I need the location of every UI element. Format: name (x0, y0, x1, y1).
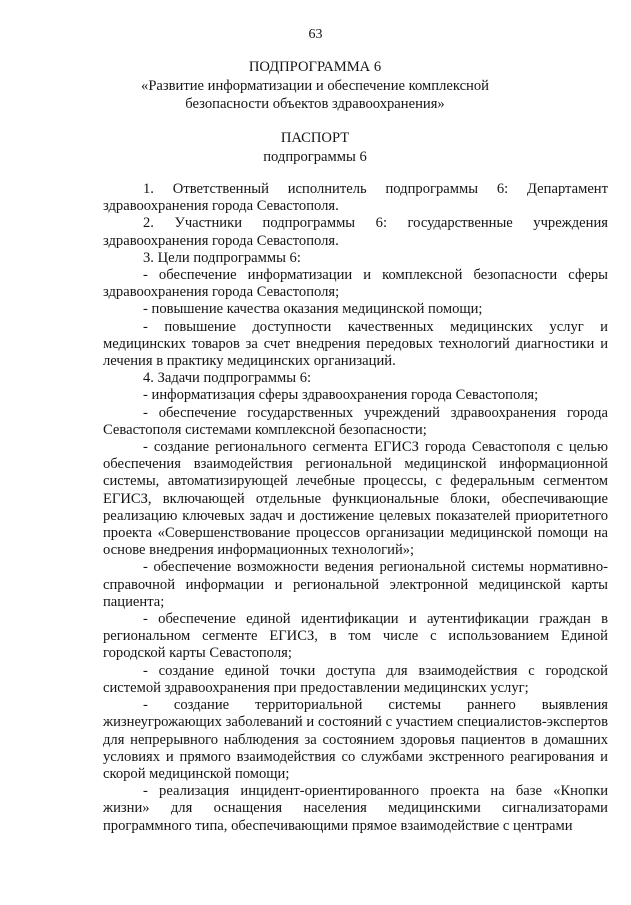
paragraph: 1. Ответственный исполнитель подпрограммы 6: Департамент здравоохранения города Севастополя. (103, 181, 608, 215)
subprogram-title: ПОДПРОГРАММА 6 (248, 59, 382, 75)
paragraph: 3. Цели подпрограммы 6: (143, 249, 301, 266)
subprogram-subtitle-line2: безопасности объектов здравоохранения» (185, 96, 445, 112)
passport-subtitle: подпрограммы 6 (263, 149, 367, 165)
page-number: 63 (308, 27, 323, 42)
paragraph: - информатизация сферы здравоохранения города Севастополя; (143, 387, 539, 404)
paragraph: - повышение качества оказания медицинской помощи; (143, 301, 483, 318)
paragraph: - создание регионального сегмента ЕГИСЗ города Севастополя с целью обеспечения взаимодействия региональной медицинской информационной системы, автоматизирующей лечебные процессы, с федеральным сегментом ЕГИСЗ, включающей отдельные функциональные блоки, обеспечивающие реализацию ключевых задач и достижение целевых показателей приоритетного проекта «Совершенствование процессов организации медицинской помощи на основе внедрения информационных технологий»; (103, 439, 608, 559)
paragraph: - создание единой точки доступа для взаимодействия с городской системой здравоохранения при предоставлении медицинских услуг; (103, 662, 608, 696)
paragraph: 4. Задачи подпрограммы 6: (143, 370, 312, 387)
paragraph: - обеспечение государственных учреждений здравоохранения города Севастополя системами комплексной безопасности; (103, 404, 608, 438)
paragraph: - обеспечение единой идентификации и аутентификации граждан в региональном сегменте ЕГИСЗ, в том числе с использованием Единой городской карты Севастополя; (103, 611, 608, 662)
paragraph: 2. Участники подпрограммы 6: государственные учреждения здравоохранения города Севастополя. (103, 215, 608, 249)
subprogram-subtitle-line1: «Развитие информатизации и обеспечение комплексной (141, 78, 489, 94)
paragraph: - повышение доступности качественных медицинских услуг и медицинских товаров за счет внедрения передовых технологий диагностики и лечения в практику медицинских организаций. (103, 318, 608, 370)
passport-body (103, 181, 608, 835)
paragraph: - создание территориальной системы раннего выявления жизнеугрожающих заболеваний и состояний с участием специалистов-экспертов для непрерывного наблюдения за состоянием здоровья пациентов в домашних условиях и прямого взаимодействия со службами экстренного реагирования и скорой медицинской помощи; (103, 697, 608, 782)
paragraph: - обеспечение возможности ведения региональной системы нормативно-справочной информации и региональной электронной медицинской карты пациента; (103, 559, 608, 610)
paragraph: - реализация инцидент-ориентированного проекта на базе «Кнопки жизни» для оснащения населения медицинскими сигнализаторами программного типа, обеспечивающими прямое взаимодействие с центрами (103, 783, 608, 834)
paragraph: - обеспечение информатизации и комплексной безопасности сферы здравоохранения города Севастополя; (103, 267, 608, 301)
passport-title: ПАСПОРТ (280, 130, 350, 146)
